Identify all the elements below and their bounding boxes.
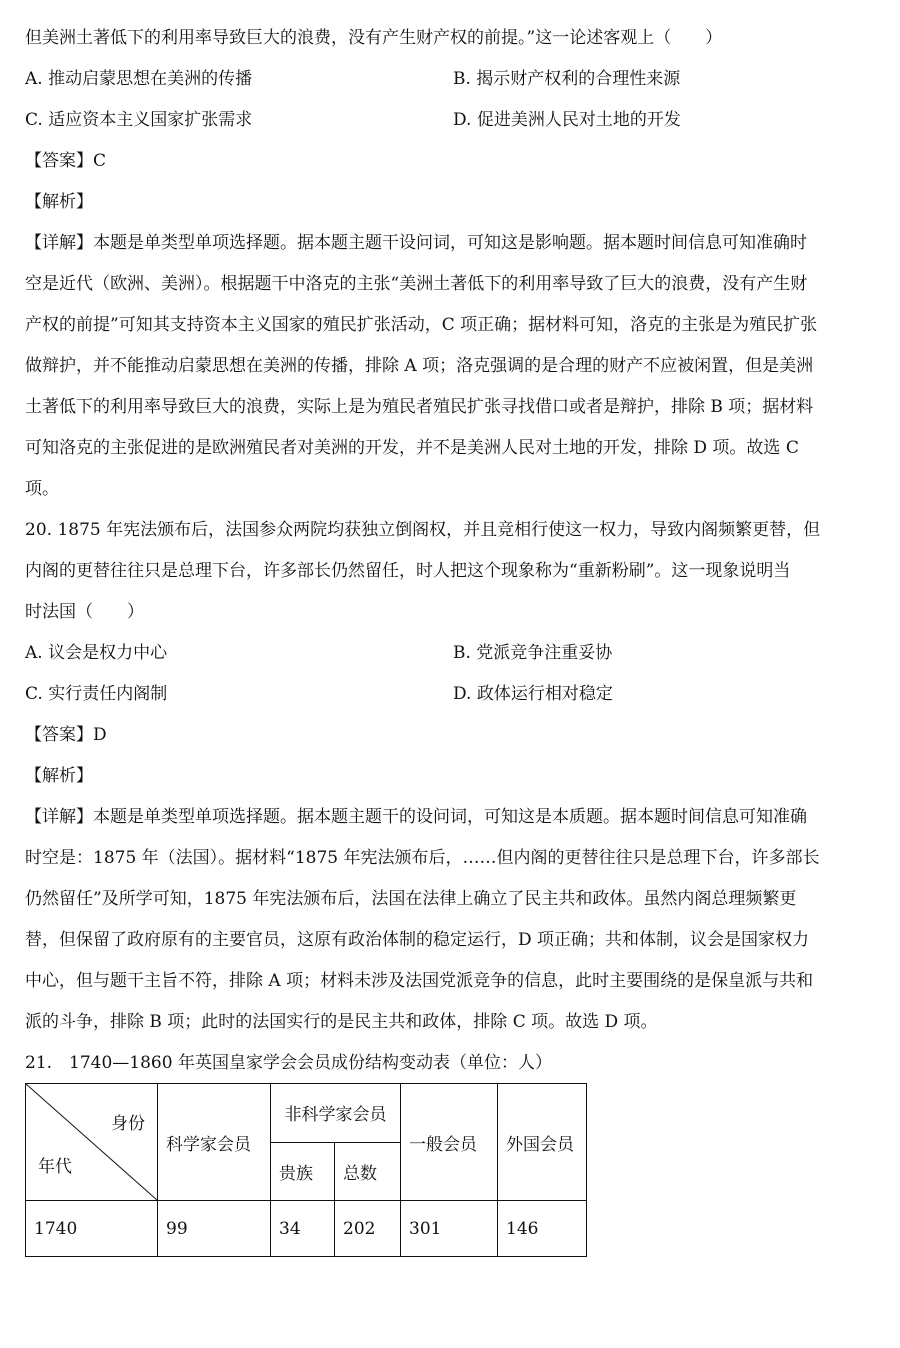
q19-detail-line: 【详解】本题是单类型单项选择题。据本题主题干设问词，可知这是影响题。据本题时间信息可知准确时 (25, 233, 807, 253)
q20-option-c: C. 实行责任内阁制 (25, 684, 168, 704)
table-row (26, 1201, 587, 1257)
q19-detail-line: 做辩护，并不能推动启蒙思想在美洲的传播，排除 A 项；洛克强调的是合理的财产不应被闲置，但是美洲 (25, 356, 814, 376)
header-scientist: 科学家会员 (158, 1084, 271, 1201)
q19-option-a: A. 推动启蒙思想在美洲的传播 (25, 69, 253, 89)
q19-option-d: D. 促进美洲人民对土地的开发 (453, 110, 681, 130)
cell-year: 1740 (26, 1201, 158, 1257)
q20-option-d: D. 政体运行相对稳定 (453, 684, 613, 704)
q19-stem-tail: 但美洲土著低下的利用率导致巨大的浪费，没有产生财产权的前提。”这一论述客观上（ ） (25, 28, 723, 48)
q20-detail-line: 替，但保留了政府原有的主要官员，这原有政治体制的稳定运行，D 项正确；共和体制，议会是国家权力 (25, 930, 810, 950)
diagonal-line (26, 1084, 157, 1200)
q20-stem-line: 时法国（ ） (25, 602, 144, 622)
q20-detail-line: 中心，但与题干主旨不符，排除 A 项；材料未涉及法国党派竞争的信息，此时主要围绕的是保皇派与共和 (25, 971, 814, 991)
header-foreign: 外国会员 (498, 1084, 587, 1201)
header-nonscientist: 非科学家会员 (271, 1084, 401, 1143)
cell-total: 202 (335, 1201, 401, 1257)
header-general: 一般会员 (401, 1084, 498, 1201)
q20-option-a: A. 议会是权力中心 (25, 643, 168, 663)
q19-option-b: B. 揭示财产权利的合理性来源 (453, 69, 681, 89)
q19-analysis-label: 【解析】 (25, 192, 93, 212)
q20-stem-line: 20. 1875 年宪法颁布后，法国参众两院均获独立倒阁权，并且竞相行使这一权力，导致内阁频繁更替，但 (25, 520, 821, 540)
q19-option-c: C. 适应资本主义国家扩张需求 (25, 110, 253, 130)
q19-answer: 【答案】C (25, 151, 107, 171)
cell-general: 301 (401, 1201, 498, 1257)
q20-detail-line: 【详解】本题是单类型单项选择题。据本题主题干的设问词，可知这是本质题。据本题时间信息可知准确 (25, 807, 807, 827)
q19-detail-line: 土著低下的利用率导致巨大的浪费，实际上是为殖民者殖民扩张寻找借口或者是辩护，排除 B 项；据材料 (25, 397, 814, 417)
q20-detail-line: 派的斗争，排除 B 项；此时的法国实行的是民主共和政体，排除 C 项。故选 D 项。 (25, 1012, 658, 1032)
membership-table (25, 1083, 587, 1257)
q20-answer: 【答案】D (25, 725, 107, 745)
cell-scientist: 99 (158, 1201, 271, 1257)
q19-detail-line: 可知洛克的主张促进的是欧洲殖民者对美洲的开发，并不是美洲人民对土地的开发，排除 D 项。故选 C (25, 438, 799, 458)
q20-analysis-label: 【解析】 (25, 766, 93, 786)
q19-detail-line: 项。 (25, 479, 59, 499)
cell-noble: 34 (271, 1201, 335, 1257)
table-corner-cell (26, 1084, 158, 1201)
q20-detail-line: 仍然留任”及所学可知，1875 年宪法颁布后，法国在法律上确立了民主共和政体。虽然内阁总理频繁更 (25, 889, 797, 909)
q20-stem-line: 内阁的更替往往只是总理下台，许多部长仍然留任，时人把这个现象称为“重新粉刷”。这一现象说明当 (25, 561, 791, 581)
q19-detail-line: 产权的前提”可知其支持资本主义国家的殖民扩张活动，C 项正确；据材料可知，洛克的主张是为殖民扩张 (25, 315, 818, 335)
header-noble: 贵族 (271, 1142, 335, 1201)
q20-option-b: B. 党派竞争注重妥协 (453, 643, 613, 663)
corner-label-era: 年代 (38, 1157, 72, 1177)
q21-stem: 21. 1740—1860 年英国皇家学会会员成份结构变动表（单位：人） (25, 1053, 552, 1073)
header-total: 总数 (335, 1142, 401, 1201)
q20-detail-line: 时空是：1875 年（法国）。据材料“1875 年宪法颁布后，……但内阁的更替往往只是总理下台，许多部长 (25, 848, 820, 868)
q19-detail-line: 空是近代（欧洲、美洲）。根据题干中洛克的主张“美洲土著低下的利用率导致了巨大的浪费，没有产生财 (25, 274, 808, 294)
cell-foreign: 146 (498, 1201, 587, 1257)
corner-label-identity: 身份 (111, 1114, 145, 1134)
